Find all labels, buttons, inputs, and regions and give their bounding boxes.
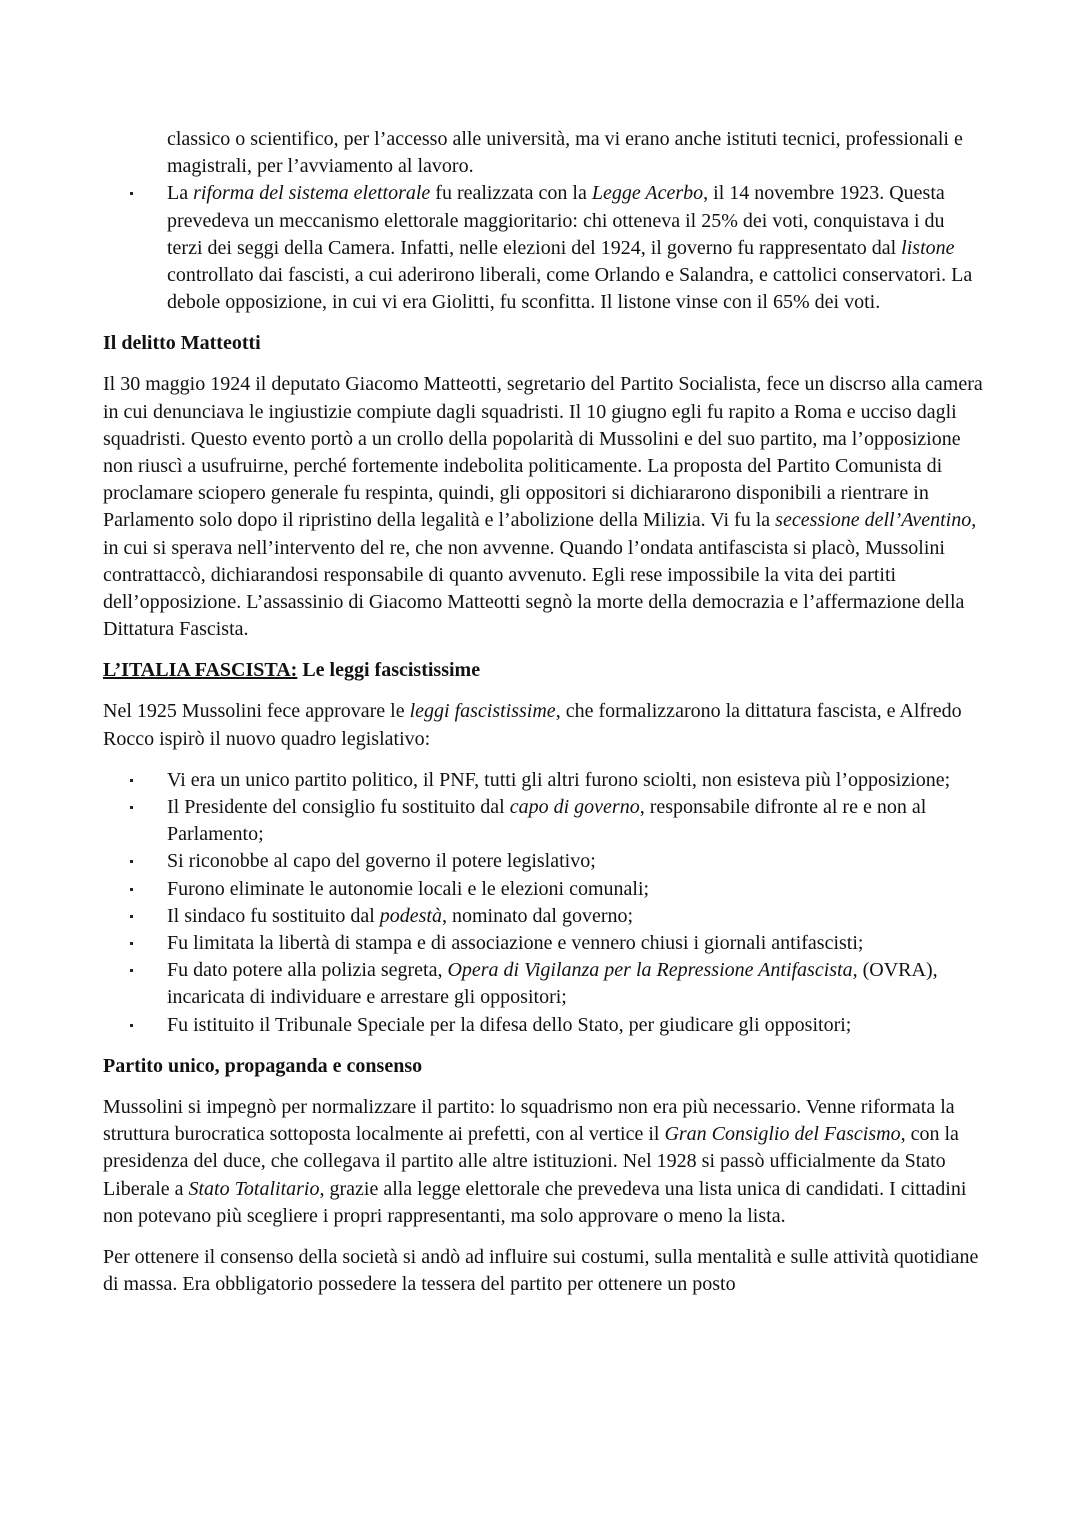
italic-run: leggi fascistissime xyxy=(409,700,556,723)
text-run: Si riconobbe al capo del governo il potere legislativo; xyxy=(167,850,596,873)
list-item xyxy=(167,126,983,180)
text-run: , il 14 novembre 1923. Questa prevedeva un meccanismo elettorale maggioritario: chi otteneva il 25% dei voti, conquistava i du terzi dei seggi della Camera. Infatti, nelle elezioni del 1924, il governo fu rappresentato dal xyxy=(167,182,945,259)
list-item xyxy=(167,794,983,848)
list-item xyxy=(167,1012,983,1039)
list-item xyxy=(167,848,983,875)
italic-run: Opera di Vigilanza per la Repressione Antifascista, xyxy=(447,959,858,982)
italic-run: listone xyxy=(901,236,955,259)
text-run: Per ottenere il consenso della società si andò ad influire sui costumi, sulla mentalità e sulle attività quotidiane di massa. Era obbligatorio possedere la tessera del partito per ottenere un posto xyxy=(103,1245,979,1296)
italic-run: Gran Consiglio del Fascismo xyxy=(664,1123,901,1146)
text-run: fu realizzata con la xyxy=(430,182,592,205)
text-run: Nel 1925 Mussolini fece approvare le xyxy=(103,700,410,723)
text-run: controllato dai fascisti, a cui aderirono liberali, come Orlando e Salandra, e cattolici conservatori. La debole opposizione, in cui vi era Giolitti, fu sconfitta. Il listone vinse con il 65% dei voti. xyxy=(167,264,973,314)
text-run: Il sindaco fu sostituito dal xyxy=(167,904,380,927)
text-run: Mussolini si impegnò per normalizzare il partito: lo squadrismo non era più necessario. Venne riformata la struttura burocratica sottoposta localmente ai prefetti, con al vertice il xyxy=(103,1095,955,1146)
text-run: Il Presidente del consiglio fu sostituito dal xyxy=(167,796,510,819)
leggi-heading xyxy=(103,657,983,684)
text-run: , in cui si sperava nell’intervento del re, che non avvenne. Quando l’ondata antifascista si placò, Mussolini contrattaccò, dichiarandosi responsabile di quanto avvenuto. Egli rese impossibile la vita dei partiti dell’opposizione. L’assassinio di Giacomo Matteotti segnò la morte della democrazia e l’affermazione della Dittatura Fascista. xyxy=(103,509,977,641)
text-run: classico o scientifico, per l’accesso alle università, ma vi erano anche istituti tecnici, professionali e magistrali, per l’avviamento al lavoro. xyxy=(167,128,963,178)
text-run: Fu limitata la libertà di stampa e di associazione e vennero chiusi i giornali antifascisti; xyxy=(167,932,864,955)
text-run: , responsabile difronte al re e non al Parlamento; xyxy=(167,796,927,846)
text-run: Fu istituito il Tribunale Speciale per la difesa dello Stato, per giudicare gli oppositori; xyxy=(167,1013,852,1036)
document-page xyxy=(103,126,983,1312)
list-item xyxy=(167,876,983,903)
text-run: Il 30 maggio 1924 il deputato Giacomo Matteotti, segretario del Partito Socialista, fece un discrso alla camera in cui denunciava le ingiustizie compiute dagli squadristi. Il 10 giugno egli fu rapito a Roma e ucciso dagli squadristi. Questo evento portò a un crollo della popolarità di Mussolini e del suo partito, ma l’opposizione non riuscì a usufruirne, perché fortemente indebolita politicamente. La proposta del Partito Comunista di proclamare sciopero generale fu respinta, quindi, gli oppositori si dichiararono disponibili a rientrare in Parlamento solo dopo il ripristino della legalità e l’abolizione della Milizia. Vi fu la xyxy=(103,373,983,532)
leggi-intro xyxy=(103,698,983,752)
list-item xyxy=(167,903,983,930)
italic-run: riforma del sistema elettorale xyxy=(193,182,431,205)
leggi-heading-underlined: L’ITALIA FASCISTA: xyxy=(103,659,298,682)
text-run: Furono eliminate le autonomie locali e le elezioni comunali; xyxy=(167,877,650,900)
italic-run: capo di governo xyxy=(509,796,640,819)
text-run: , che formalizzarono la dittatura fascista, e Alfredo Rocco ispirò il nuovo quadro legislativo: xyxy=(103,700,962,750)
partito-heading: Partito unico, propaganda e consenso xyxy=(103,1054,423,1077)
italic-run: Legge Acerbo xyxy=(591,182,704,205)
text-run: La xyxy=(167,182,194,205)
partito-paragraph-1 xyxy=(103,1094,983,1230)
partito-paragraph-2 xyxy=(103,1244,983,1298)
text-run: Fu dato potere alla polizia segreta, xyxy=(167,959,448,982)
school-reform-list xyxy=(103,126,983,316)
text-run: , grazie alla legge elettorale che prevedeva una lista unica di candidati. I cittadini non potevano più scegliere i propri rappresentanti, ma solo approvare o meno la lista. xyxy=(103,1177,967,1227)
list-item xyxy=(167,767,983,794)
list-item xyxy=(167,957,983,1011)
text-run: , con la presidenza del duce, che collegava il partito alle altre istituzioni. Nel 1928 si passò ufficialmente da Stato Liberale a xyxy=(103,1123,959,1200)
italic-run: podestà, xyxy=(379,904,447,927)
text-run: (OVRA), incaricata di individuare e arrestare gli oppositori; xyxy=(167,959,938,1009)
list-item xyxy=(167,180,983,316)
text-run: Vi era un unico partito politico, il PNF, tutti gli altri furono sciolti, non esisteva più l’opposizione; xyxy=(167,768,951,791)
italic-run: Stato Totalitario xyxy=(188,1177,320,1200)
italic-run: secessione dell’Aventino xyxy=(775,509,972,532)
matteotti-paragraph xyxy=(103,371,983,643)
list-item xyxy=(167,930,983,957)
text-run: nominato dal governo; xyxy=(446,904,634,927)
matteotti-heading: Il delitto Matteotti xyxy=(103,332,261,355)
leggi-list xyxy=(103,767,983,1039)
leggi-heading-rest: Le leggi fascistissime xyxy=(297,659,481,682)
